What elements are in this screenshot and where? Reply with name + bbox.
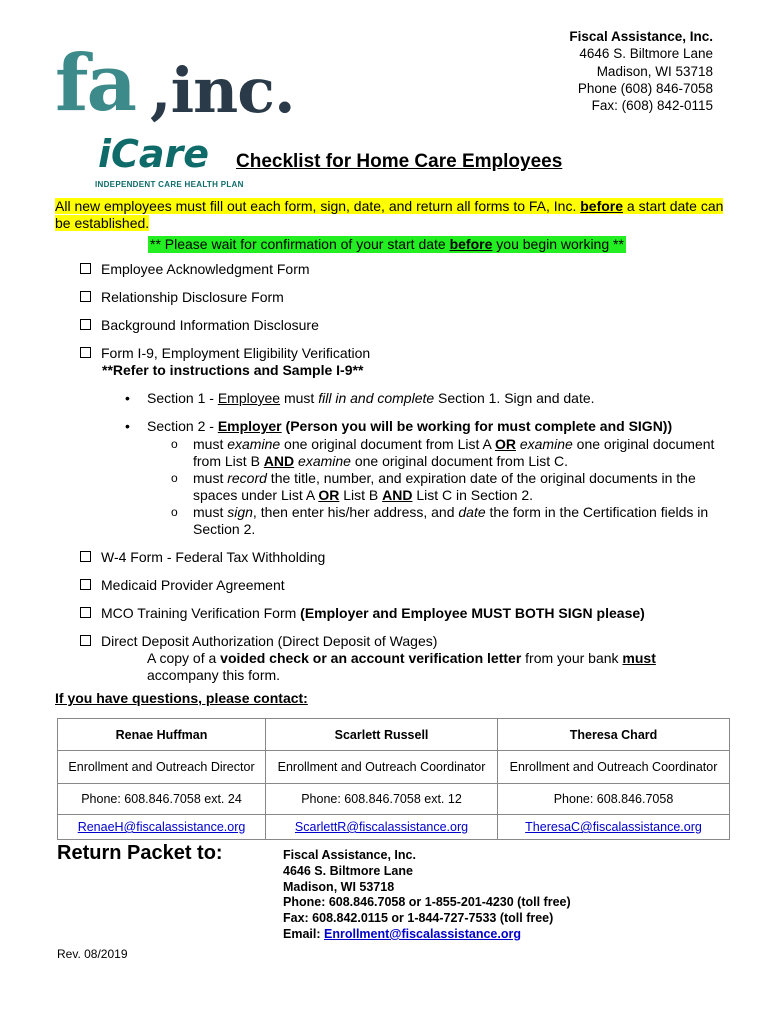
return-name: Fiscal Assistance, Inc. <box>283 848 416 862</box>
text: must <box>193 470 228 486</box>
return-email-link[interactable]: Enrollment@fiscalassistance.org <box>324 926 521 941</box>
sub1-line1 <box>193 436 714 453</box>
text: must <box>193 504 228 520</box>
wait-notice <box>148 236 626 253</box>
text: must <box>193 436 228 452</box>
checkbox-icon[interactable] <box>80 551 91 562</box>
checklist-item <box>80 289 284 306</box>
company-name: Fiscal Assistance, Inc. <box>569 29 713 44</box>
checklist-item <box>80 549 325 566</box>
checklist-label: Background Information Disclosure <box>101 317 319 333</box>
checklist-label-bold: (Employer and Employee MUST BOTH SIGN please) <box>300 605 645 621</box>
contact-email-cell <box>266 815 498 840</box>
contact-name: Renae Huffman <box>58 719 266 751</box>
return-phone: Phone: 608.846.7058 or 1-855-201-4230 (toll free) <box>283 895 571 910</box>
checklist-label: Form I-9, Employment Eligibility Verification <box>101 345 371 361</box>
sub2-line2 <box>193 487 533 504</box>
checklist-label: Employee Acknowledgment Form <box>101 261 310 277</box>
contact-phone: Phone: 608.846.7058 ext. 24 <box>58 784 266 815</box>
notice <box>55 198 731 232</box>
page-title: Checklist for Home Care Employees <box>236 151 563 172</box>
text: , then enter his/her address, and <box>252 504 459 520</box>
contact-email-cell <box>498 815 730 840</box>
text: examine <box>519 436 573 452</box>
section2-text <box>147 418 672 435</box>
circle-bullet-icon: o <box>171 505 178 519</box>
company-city: Madison, WI 53718 <box>596 63 713 79</box>
checklist-item <box>80 633 437 650</box>
contacts-table <box>57 718 730 840</box>
checklist-item <box>80 261 310 278</box>
company-phone: Phone (608) 846-7058 <box>577 80 713 96</box>
checklist-label: W-4 Form - Federal Tax Withholding <box>101 549 326 565</box>
text: AND <box>263 453 295 469</box>
text: sign <box>227 504 253 520</box>
sub3-line1 <box>193 504 708 521</box>
text: Section 1. Sign and date. <box>434 390 595 406</box>
text: spaces under List A <box>193 487 319 503</box>
return-fax: Fax: 608.842.0115 or 1-844-727-7533 (toll free) <box>283 911 554 926</box>
contact-role: Enrollment and Outreach Coordinator <box>498 751 730 784</box>
text: Section 1 - <box>147 390 218 406</box>
text: record <box>227 470 267 486</box>
contact-email-link[interactable]: RenaeH@fiscalassistance.org <box>77 820 246 834</box>
section1-text <box>147 390 595 407</box>
revision-date: Rev. 08/2019 <box>57 947 128 961</box>
contact-role: Enrollment and Outreach Coordinator <box>266 751 498 784</box>
return-email-label: Email: <box>283 926 324 941</box>
contact-name: Theresa Chard <box>498 719 730 751</box>
checklist-label: Relationship Disclosure Form <box>101 289 284 305</box>
text: A copy of a <box>147 650 221 666</box>
circle-bullet-icon: o <box>171 437 178 451</box>
text: examine <box>298 453 351 469</box>
contact-phone: Phone: 608.846.7058 ext. 12 <box>266 784 498 815</box>
checklist-item <box>80 605 645 622</box>
text: OR <box>318 487 340 503</box>
text: examine <box>227 436 281 452</box>
bullet-icon: • <box>125 390 130 406</box>
text: Employee <box>217 390 281 406</box>
checklist-item <box>80 577 285 594</box>
checkbox-icon[interactable] <box>80 607 91 618</box>
direct-deposit-note-2: accompany this form. <box>147 667 281 683</box>
checkbox-icon[interactable] <box>80 635 91 646</box>
return-email-line <box>283 927 571 943</box>
text: must <box>280 390 319 406</box>
text: from List B <box>193 453 264 469</box>
text: from your bank <box>521 650 623 666</box>
contact-email-cell <box>58 815 266 840</box>
notice-part1: All new employees must fill out each form, sign, date, and return all forms to FA, Inc. <box>55 198 581 214</box>
text: one original document from List C. <box>350 453 569 469</box>
text: date <box>458 504 486 520</box>
checklist-item <box>80 317 319 334</box>
checklist-label: MCO Training Verification Form <box>101 605 301 621</box>
contacts-heading: If you have questions, please contact: <box>55 690 308 706</box>
contact-name: Scarlett Russell <box>266 719 498 751</box>
return-address <box>283 848 571 943</box>
text: (Person you will be working for must complete and SIGN)) <box>281 418 673 434</box>
company-street: 4646 S. Biltmore Lane <box>579 46 713 62</box>
company-address <box>569 28 713 114</box>
text: AND <box>382 487 413 503</box>
wait-part1: ** Please wait for confirmation of your start date <box>150 236 450 252</box>
direct-deposit-note <box>147 650 656 667</box>
contact-role: Enrollment and Outreach Director <box>58 751 266 784</box>
wait-part2: you begin working ** <box>492 236 624 252</box>
sub3-line2: Section 2. <box>193 521 256 537</box>
checkbox-icon[interactable] <box>80 263 91 274</box>
notice-before: before <box>580 198 624 214</box>
wait-before: before <box>449 236 493 252</box>
sub1-line2 <box>193 453 568 470</box>
contact-phone: Phone: 608.846.7058 <box>498 784 730 815</box>
contact-email-link[interactable]: TheresaC@fiscalassistance.org <box>525 820 702 834</box>
company-fax: Fax: (608) 842-0115 <box>591 98 713 114</box>
icare-logo: iCare <box>98 132 210 176</box>
text: one original document from List A <box>280 436 495 452</box>
text: voided check or an account verification letter <box>220 650 522 666</box>
checklist-label: Direct Deposit Authorization (Direct Deposit of Wages) <box>101 633 438 649</box>
text: Employer <box>217 418 282 434</box>
inc-logo: ,inc. <box>150 54 295 127</box>
bullet-icon: • <box>125 418 130 434</box>
text: List B <box>339 487 383 503</box>
fa-logo: fa <box>55 38 136 129</box>
text: must <box>622 650 656 666</box>
checklist-item <box>80 345 370 362</box>
icare-tagline: INDEPENDENT CARE HEALTH PLAN <box>95 180 244 189</box>
text: fill in and complete <box>318 390 435 406</box>
text: List C in Section 2. <box>412 487 534 503</box>
contact-email-link[interactable]: ScarlettR@fiscalassistance.org <box>294 820 469 834</box>
text: OR <box>494 436 516 452</box>
return-city: Madison, WI 53718 <box>283 879 395 894</box>
text: Section 2 - <box>147 418 218 434</box>
checkbox-icon[interactable] <box>80 579 91 590</box>
circle-bullet-icon: o <box>171 471 178 485</box>
return-label: Return Packet to: <box>57 842 223 864</box>
checkbox-icon[interactable] <box>80 319 91 330</box>
i9-note: **Refer to instructions and Sample I-9** <box>102 362 364 378</box>
return-street: 4646 S. Biltmore Lane <box>283 863 413 878</box>
text: the title, number, and expiration date of the original documents in the <box>266 470 696 486</box>
sub2-line1 <box>193 470 696 487</box>
checkbox-icon[interactable] <box>80 291 91 302</box>
text: the form in the Certification fields in <box>485 504 709 520</box>
checkbox-icon[interactable] <box>80 347 91 358</box>
notice-part2: a start date can be established. <box>55 198 724 231</box>
checklist-label: Medicaid Provider Agreement <box>101 577 285 593</box>
text: one original document <box>572 436 715 452</box>
